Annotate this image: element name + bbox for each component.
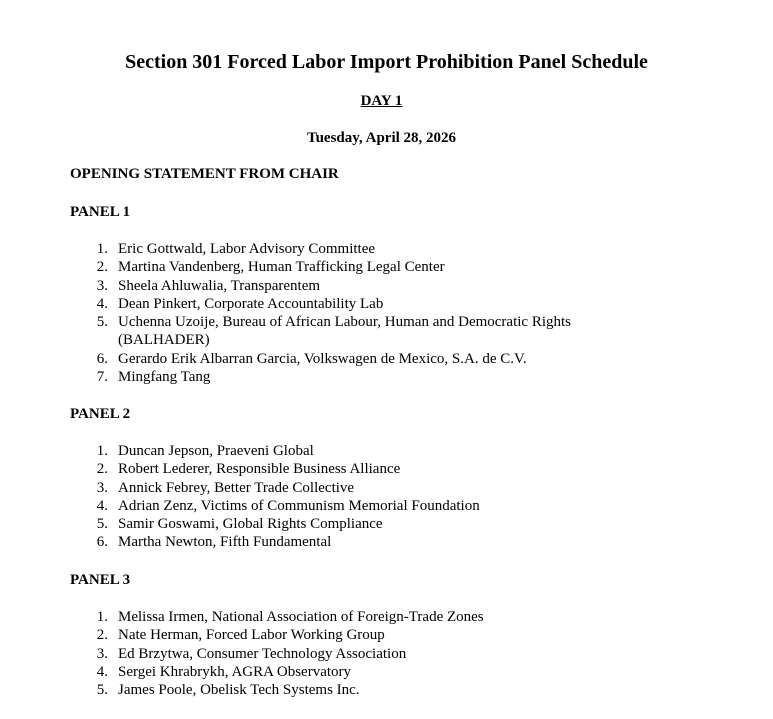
list-number: 6. (96, 350, 108, 367)
list-number: 4. (96, 663, 108, 680)
panel-3-heading: PANEL 3 (70, 572, 131, 588)
panelist-name: Duncan Jepson, Praeveni Global (118, 443, 314, 459)
panel-1-heading: PANEL 1 (70, 204, 131, 220)
list-item (70, 368, 630, 386)
list-item (70, 645, 630, 663)
list-item (70, 663, 630, 681)
list-item (70, 608, 630, 626)
panelist-name: Dean Pinkert, Corporate Accountability Lab (118, 295, 384, 312)
list-item (70, 277, 630, 295)
panelist-name: Eric Gottwald, Labor Advisory Committee (118, 241, 376, 257)
list-number: 7. (96, 369, 108, 386)
list-number: 4. (96, 497, 108, 514)
list-number: 6. (96, 534, 108, 551)
list-item (70, 515, 630, 533)
list-number: 3. (96, 277, 108, 294)
list-number: 4. (96, 295, 108, 312)
document-title: Section 301 Forced Labor Import Prohibition Panel Schedule (125, 51, 648, 73)
opening-statement-heading: OPENING STATEMENT FROM CHAIR (70, 166, 339, 182)
list-number: 5. (96, 682, 108, 699)
list-item (70, 295, 630, 313)
panelist-name: Adrian Zenz, Victims of Communism Memorial Foundation (118, 497, 480, 514)
list-item (70, 442, 630, 460)
day-heading: DAY 1 (360, 93, 403, 109)
list-item (70, 479, 630, 497)
panelist-name: Mingfang Tang (118, 369, 211, 386)
date-heading: Tuesday, April 28, 2026 (306, 130, 457, 146)
list-item (70, 681, 630, 699)
list-number: 5. (96, 314, 108, 331)
list-number: 3. (96, 645, 108, 662)
list-item (70, 533, 630, 551)
list-item (70, 497, 630, 515)
panelist-name: Uchenna Uzoije, Bureau of African Labour, Human and Democratic Rights (BALHADER) (118, 314, 571, 349)
panelist-name: Melissa Irmen, National Association of Foreign-Trade Zones (118, 609, 484, 625)
panel-1-list (70, 240, 630, 386)
list-number: 5. (96, 516, 108, 533)
panelist-name: Sheela Ahluwalia, Transparentem (118, 277, 321, 294)
panelist-name: Martha Newton, Fifth Fundamental (118, 534, 332, 551)
panelist-name: Samir Goswami, Global Rights Compliance (118, 516, 383, 533)
panel-2-list (70, 442, 630, 552)
panelist-name: Annick Febrey, Better Trade Collective (118, 479, 355, 496)
list-number: 1. (96, 443, 108, 459)
panelist-name: Martina Vandenberg, Human Trafficking Legal Center (118, 259, 445, 276)
panelist-name: James Poole, Obelisk Tech Systems Inc. (118, 682, 360, 699)
panel-3-list (70, 608, 630, 699)
panelist-name: Ed Brzytwa, Consumer Technology Association (118, 645, 407, 662)
list-item (70, 240, 630, 258)
panel-2-heading: PANEL 2 (70, 406, 131, 422)
panelist-name: Nate Herman, Forced Labor Working Group (118, 627, 385, 644)
panelist-name: Gerardo Erik Albarran Garcia, Volkswagen de Mexico, S.A. de C.V. (118, 350, 527, 367)
list-number: 2. (96, 461, 108, 478)
list-number: 1. (96, 609, 108, 625)
list-number: 3. (96, 479, 108, 496)
list-number: 2. (96, 627, 108, 644)
list-number: 1. (96, 241, 108, 257)
list-item (70, 258, 630, 276)
list-number: 2. (96, 259, 108, 276)
panelist-name: Robert Lederer, Responsible Business Alliance (118, 461, 401, 478)
list-item (70, 626, 630, 644)
panelist-name: Sergei Khrabrykh, AGRA Observatory (118, 663, 352, 680)
list-item (70, 460, 630, 478)
list-item (70, 313, 630, 350)
list-item (70, 350, 630, 368)
